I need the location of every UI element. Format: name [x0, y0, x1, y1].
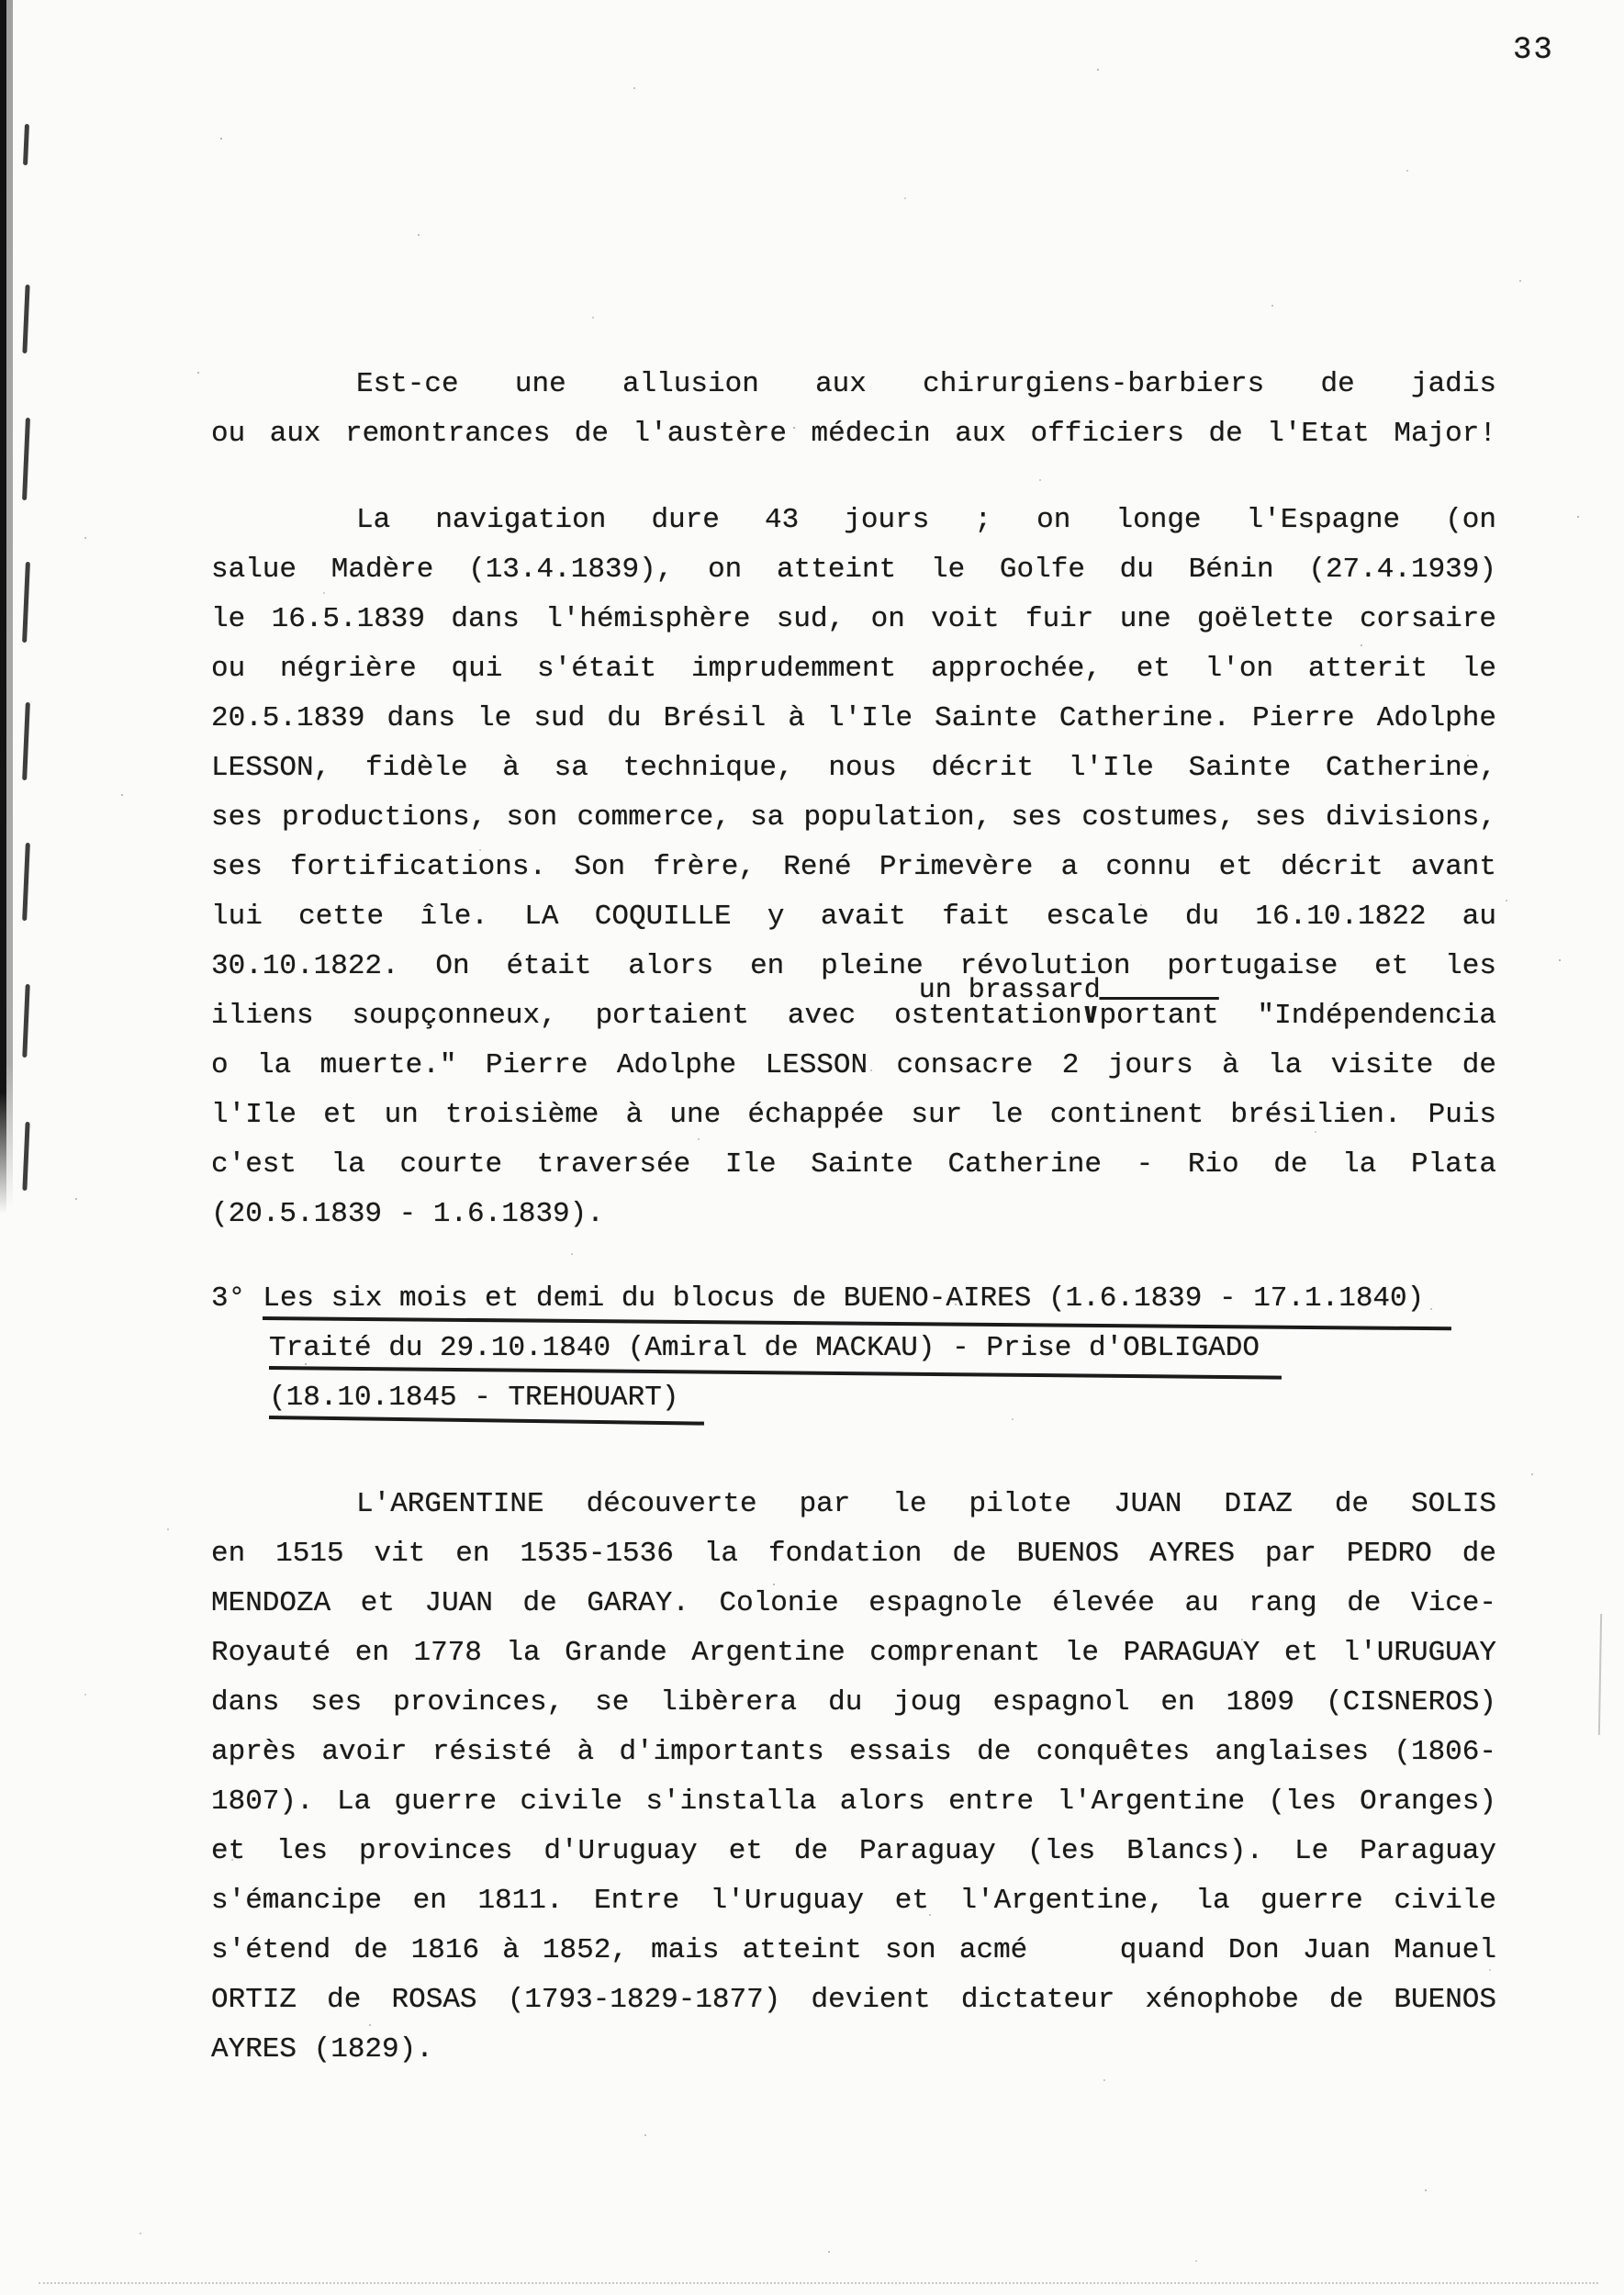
text-line: ou négrière qui s'était imprudemment approchée, et l'on atterit le [211, 653, 1496, 685]
caret-glyph: ∨ [1081, 1000, 1100, 1032]
insertion-caret [918, 975, 1101, 1032]
text-line: ou aux remontrances de l'austère médecin aux officiers de l'Etat Major! [211, 418, 1496, 450]
text-line: s'émancipe en 1811. Entre l'Uruguay et l'Argentine, la guerre civile [211, 1885, 1496, 1917]
heading-text-2: Traité du 29.10.1840 (Amiral de MACKAU) - Prise d'OBLIGADO [269, 1332, 1260, 1364]
line-text-after-caret: "Indépendencia [1218, 1000, 1496, 1032]
heading-line-2 [211, 1324, 1496, 1373]
text-line: dans ses provinces, se libèrera du joug espagnol en 1809 (CISNEROS) [211, 1686, 1496, 1718]
right-margin-scan-mark [1598, 1614, 1602, 1735]
binding-mark [22, 562, 30, 643]
text-line: MENDOZA et JUAN de GARAY. Colonie espagnole élevée au rang de Vice- [211, 1587, 1496, 1619]
paragraph-allusion [211, 360, 1496, 459]
section-heading [211, 1274, 1496, 1423]
left-scan-edge-shadow [6, 0, 13, 1207]
text-line: s'étend de 1816 à 1852, mais atteint son acmé quand Don Juan Manuel [211, 1934, 1496, 1966]
binding-mark [22, 984, 29, 1058]
text-line: le 16.5.1839 dans l'hémisphère sud, on voit fuir une goëlette corsaire [211, 603, 1496, 635]
text-line: l'Ile et un troisième à une échappée sur le continent brésilien. Puis [211, 1099, 1496, 1131]
text-line: o la muerte." Pierre Adolphe LESSON consacre 2 jours à la visite de [211, 1049, 1496, 1081]
paragraph-argentine [211, 1480, 1496, 2075]
binding-mark [22, 285, 29, 353]
text-line: ses fortifications. Son frère, René Primevère a connu et décrit avant [211, 851, 1496, 883]
text-line: salue Madère (13.4.1839), on atteint le Golfe du Bénin (27.4.1939) [211, 554, 1496, 586]
text-line: ORTIZ de ROSAS (1793-1829-1877) devient dictateur xénophobe de BUENOS [211, 1984, 1496, 2016]
page-number: 33 [1513, 33, 1554, 68]
text-line: c'est la courte traversée Ile Sainte Catherine - Rio de la Plata [211, 1148, 1496, 1181]
text-line: AYRES (1829). [211, 2033, 433, 2066]
heading-underline-3 [269, 1416, 704, 1425]
text-line: 30.10.1822. On était alors en pleine révolution portugaise et les [211, 950, 1496, 982]
interline-insertion: un brassard [918, 975, 1101, 1006]
text-line: L'ARGENTINE découverte par le pilote JUAN DIAZ de SOLIS [356, 1488, 1496, 1520]
text-line [211, 975, 1496, 1041]
line-text-before-caret: iliens soupçonneux, portaient avec ostentation [211, 1000, 1082, 1032]
binding-mark [22, 843, 30, 921]
heading-line-3 [211, 1373, 1496, 1423]
text-line: en 1515 vit en 1535-1536 la fondation de BUENOS AYRES par PEDRO de [211, 1538, 1496, 1570]
binding-mark [22, 1122, 29, 1191]
heading-line-1 [211, 1274, 1496, 1324]
text-line: Est-ce une allusion aux chirurgiens-barbiers de jadis [356, 368, 1496, 400]
heading-text-3: (18.10.1845 - TREHOUART) [269, 1382, 679, 1414]
text-line: Royauté en 1778 la Grande Argentine comprenant le PARAGUAY et l'URUGUAY [211, 1637, 1496, 1669]
scan-noise-speckles [0, 0, 2, 2]
text-line: La navigation dure 43 jours ; on longe l'Espagne (on [356, 504, 1496, 536]
heading-text-1: Les six mois et demi du blocus de BUENO-AIRES (1.6.1839 - 17.1.1840) [263, 1282, 1425, 1315]
text-line: LESSON, fidèle à sa technique, nous décrit l'Ile Sainte Catherine, [211, 752, 1496, 784]
text-line: 1807). La guerre civile s'installa alors entre l'Argentine (les Oranges) [211, 1786, 1496, 1818]
text-line: après avoir résisté à d'importants essais de conquêtes anglaises (1806- [211, 1736, 1496, 1768]
binding-mark [22, 702, 30, 780]
insertion-target-word: portant [1099, 1000, 1219, 1032]
paragraph-navigation [211, 496, 1496, 1239]
text-line: 20.5.1839 dans le sud du Brésil à l'Ile Sainte Catherine. Pierre Adolphe [211, 702, 1496, 734]
binding-mark [23, 124, 29, 165]
bottom-scan-line [39, 2282, 1598, 2284]
text-line: ses productions, son commerce, sa population, ses costumes, ses divisions, [211, 801, 1496, 834]
heading-marker: 3° [211, 1282, 246, 1315]
left-scan-edge-artifact [0, 0, 6, 1214]
text-line: lui cette île. LA COQUILLE y avait fait escale du 16.10.1822 au [211, 901, 1496, 933]
text-line: (20.5.1839 - 1.6.1839). [211, 1198, 604, 1230]
text-line: et les provinces d'Uruguay et de Paraguay (les Blancs). Le Paraguay [211, 1835, 1496, 1867]
binding-mark [22, 418, 30, 500]
